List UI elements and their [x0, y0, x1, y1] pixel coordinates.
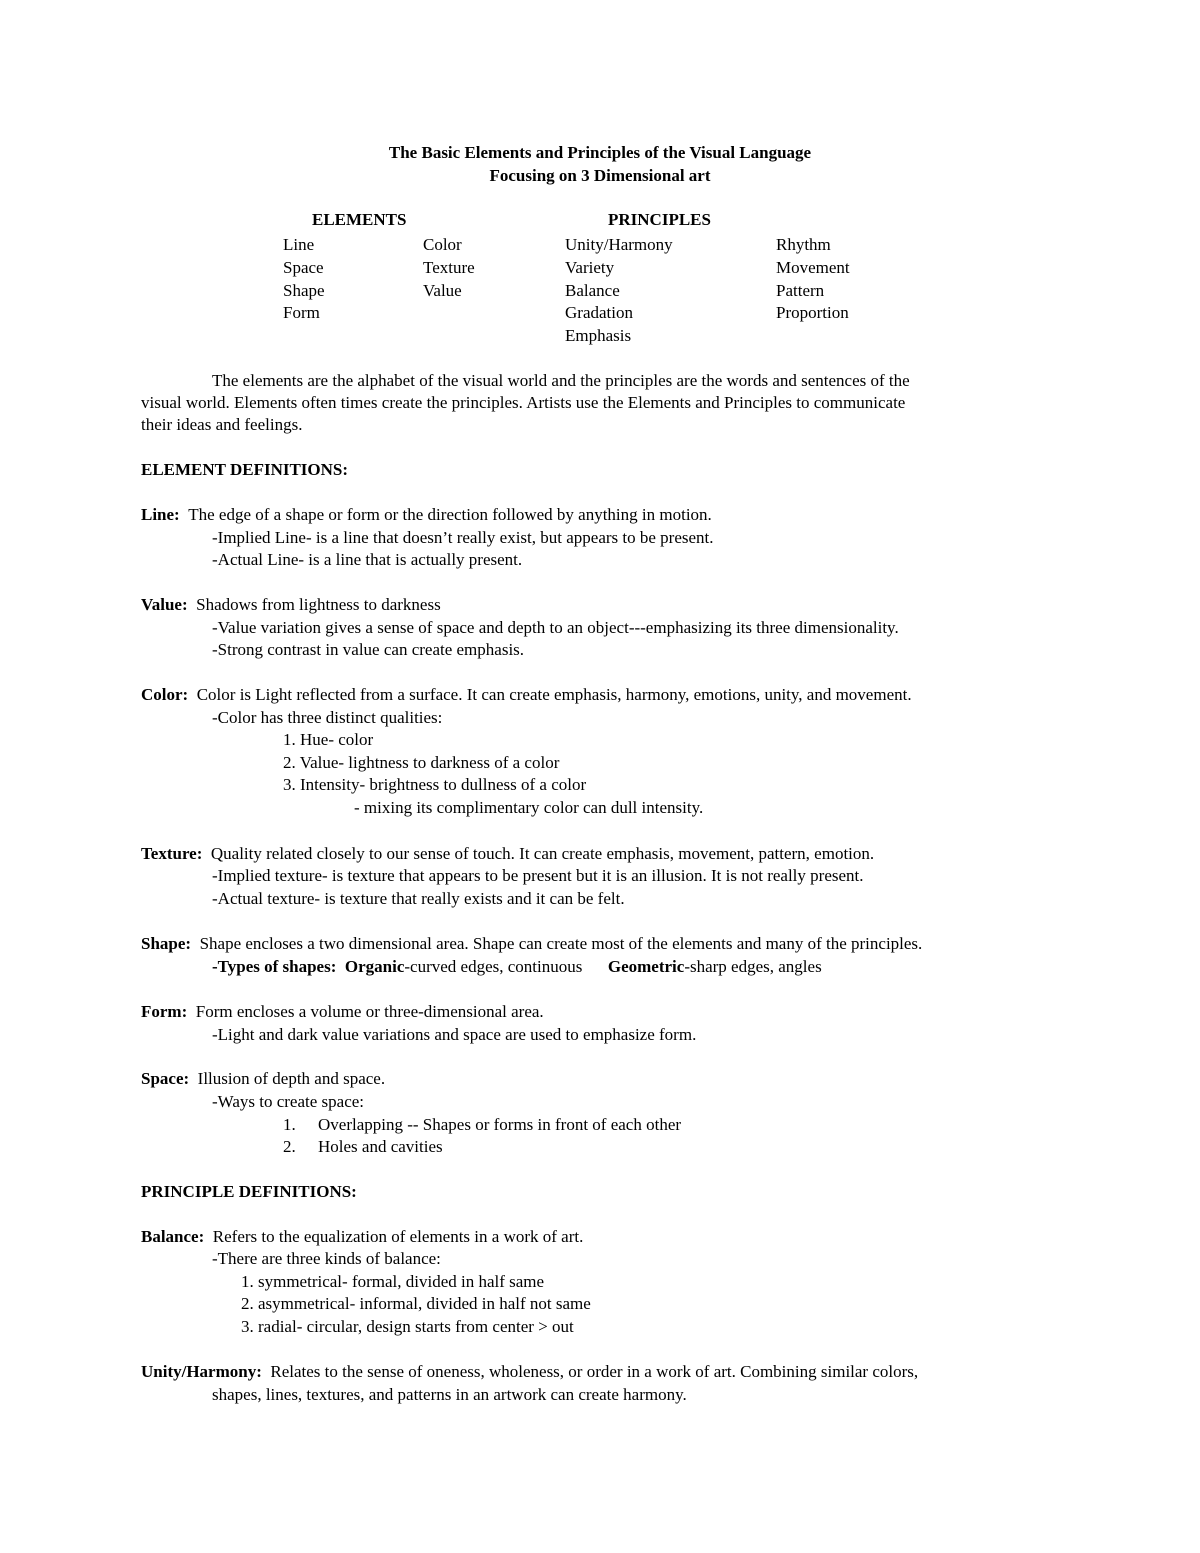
list-item: 2. Value- lightness to darkness of a color	[283, 753, 560, 772]
element-list-item: Line	[283, 235, 315, 254]
term-unity-harmony: Unity/Harmony:	[141, 1362, 262, 1381]
list-item-number: 1.	[283, 1115, 296, 1134]
term-definition: Shape encloses a two dimensional area. Shape can create most of the elements and many of the principles.	[199, 934, 923, 953]
term-definition: The edge of a shape or form or the direction followed by anything in motion.	[188, 505, 712, 524]
definition-line	[141, 504, 712, 526]
element-definitions-heading: ELEMENT DEFINITIONS:	[141, 460, 349, 479]
intro-line: The elements are the alphabet of the visual world and the principles are the words and sentences of the	[212, 371, 910, 390]
definition-form	[141, 1001, 544, 1023]
element-list-item: Form	[283, 303, 320, 322]
definition-shape	[141, 933, 922, 955]
term-texture: Texture:	[141, 844, 203, 863]
list-item: 1. Hue- color	[283, 730, 374, 749]
definition-subline: shapes, lines, textures, and patterns in an artwork can create harmony.	[212, 1385, 687, 1404]
element-list-item: Value	[423, 281, 462, 300]
principle-list-item: Rhythm	[776, 235, 831, 254]
principle-list-item: Unity/Harmony	[565, 235, 673, 254]
definition-subline: -Strong contrast in value can create emphasis.	[212, 640, 525, 659]
principle-list-item: Emphasis	[565, 326, 632, 345]
shape-types-label: -Types of shapes:	[212, 957, 337, 976]
definition-space	[141, 1068, 385, 1090]
definition-texture	[141, 843, 874, 865]
list-item: Holes and cavities	[318, 1137, 443, 1156]
definition-subline: -There are three kinds of balance:	[212, 1249, 441, 1268]
definition-unity-harmony	[141, 1361, 918, 1383]
term-space: Space:	[141, 1069, 190, 1088]
term-definition: Form encloses a volume or three-dimensional area.	[195, 1002, 544, 1021]
list-item-note: - mixing its complimentary color can dull intensity.	[354, 798, 704, 817]
definition-subline: -Implied texture- is texture that appears to be present but it is an illusion. It is not really present.	[212, 866, 864, 885]
definition-color	[141, 684, 912, 706]
list-item: 3. Intensity- brightness to dullness of a color	[283, 775, 587, 794]
principle-list-item: Proportion	[776, 303, 849, 322]
term-form: Form:	[141, 1002, 188, 1021]
term-balance: Balance:	[141, 1227, 205, 1246]
geometric-label: Geometric	[607, 957, 685, 976]
list-item: Overlapping -- Shapes or forms in front of each other	[318, 1115, 682, 1134]
element-list-item: Color	[423, 235, 462, 254]
term-color: Color:	[141, 685, 189, 704]
element-list-item: Shape	[283, 281, 325, 300]
definition-subline: -Color has three distinct qualities:	[212, 708, 443, 727]
intro-line: visual world. Elements often times create the principles. Artists use the Elements and Principles to communicate	[141, 393, 906, 412]
principle-list-item: Balance	[565, 281, 620, 300]
list-item: 1. symmetrical- formal, divided in half same	[241, 1272, 545, 1291]
term-definition: Quality related closely to our sense of touch. It can create emphasis, movement, pattern, emotion.	[210, 844, 875, 863]
list-item: 2. asymmetrical- informal, divided in half not same	[241, 1294, 591, 1313]
definition-subline: -Light and dark value variations and space are used to emphasize form.	[212, 1025, 697, 1044]
page-subtitle: Focusing on 3 Dimensional art	[489, 166, 711, 185]
definition-subline: -Implied Line- is a line that doesn’t really exist, but appears to be present.	[212, 528, 714, 547]
term-definition: Refers to the equalization of elements in a work of art.	[212, 1227, 584, 1246]
term-definition: Color is Light reflected from a surface. It can create emphasis, harmony, emotions, unity, and movement.	[196, 685, 912, 704]
page-title: The Basic Elements and Principles of the Visual Language	[388, 143, 812, 162]
intro-line: their ideas and feelings.	[141, 415, 303, 434]
principle-list-item: Gradation	[565, 303, 633, 322]
definition-value	[141, 594, 441, 616]
geometric-definition: -sharp edges, angles	[684, 957, 822, 976]
elements-heading: ELEMENTS	[312, 210, 407, 229]
definition-subline: -Value variation gives a sense of space and depth to an object---emphasizing its three dimensionality.	[212, 618, 899, 637]
term-line: Line:	[141, 505, 180, 524]
term-value: Value:	[141, 595, 188, 614]
shape-types-line	[212, 956, 822, 978]
term-definition: Illusion of depth and space.	[197, 1069, 386, 1088]
list-item: 3. radial- circular, design starts from center > out	[241, 1317, 574, 1336]
principle-list-item: Variety	[565, 258, 615, 277]
principle-definitions-heading: PRINCIPLE DEFINITIONS:	[141, 1182, 357, 1201]
definition-balance	[141, 1226, 583, 1248]
term-definition: Shadows from lightness to darkness	[196, 595, 441, 614]
term-definition: Relates to the sense of oneness, wholeness, or order in a work of art. Combining similar colors,	[270, 1362, 919, 1381]
term-shape: Shape:	[141, 934, 192, 953]
list-item-number: 2.	[283, 1137, 296, 1156]
principles-heading: PRINCIPLES	[608, 210, 711, 229]
element-list-item: Texture	[423, 258, 475, 277]
principle-list-item: Movement	[776, 258, 850, 277]
organic-definition: -curved edges, continuous	[404, 957, 583, 976]
definition-subline: -Actual texture- is texture that really exists and it can be felt.	[212, 889, 625, 908]
definition-subline: -Actual Line- is a line that is actually present.	[212, 550, 523, 569]
organic-label: Organic	[344, 957, 405, 976]
definition-subline: -Ways to create space:	[212, 1092, 365, 1111]
element-list-item: Space	[283, 258, 324, 277]
principle-list-item: Pattern	[776, 281, 825, 300]
